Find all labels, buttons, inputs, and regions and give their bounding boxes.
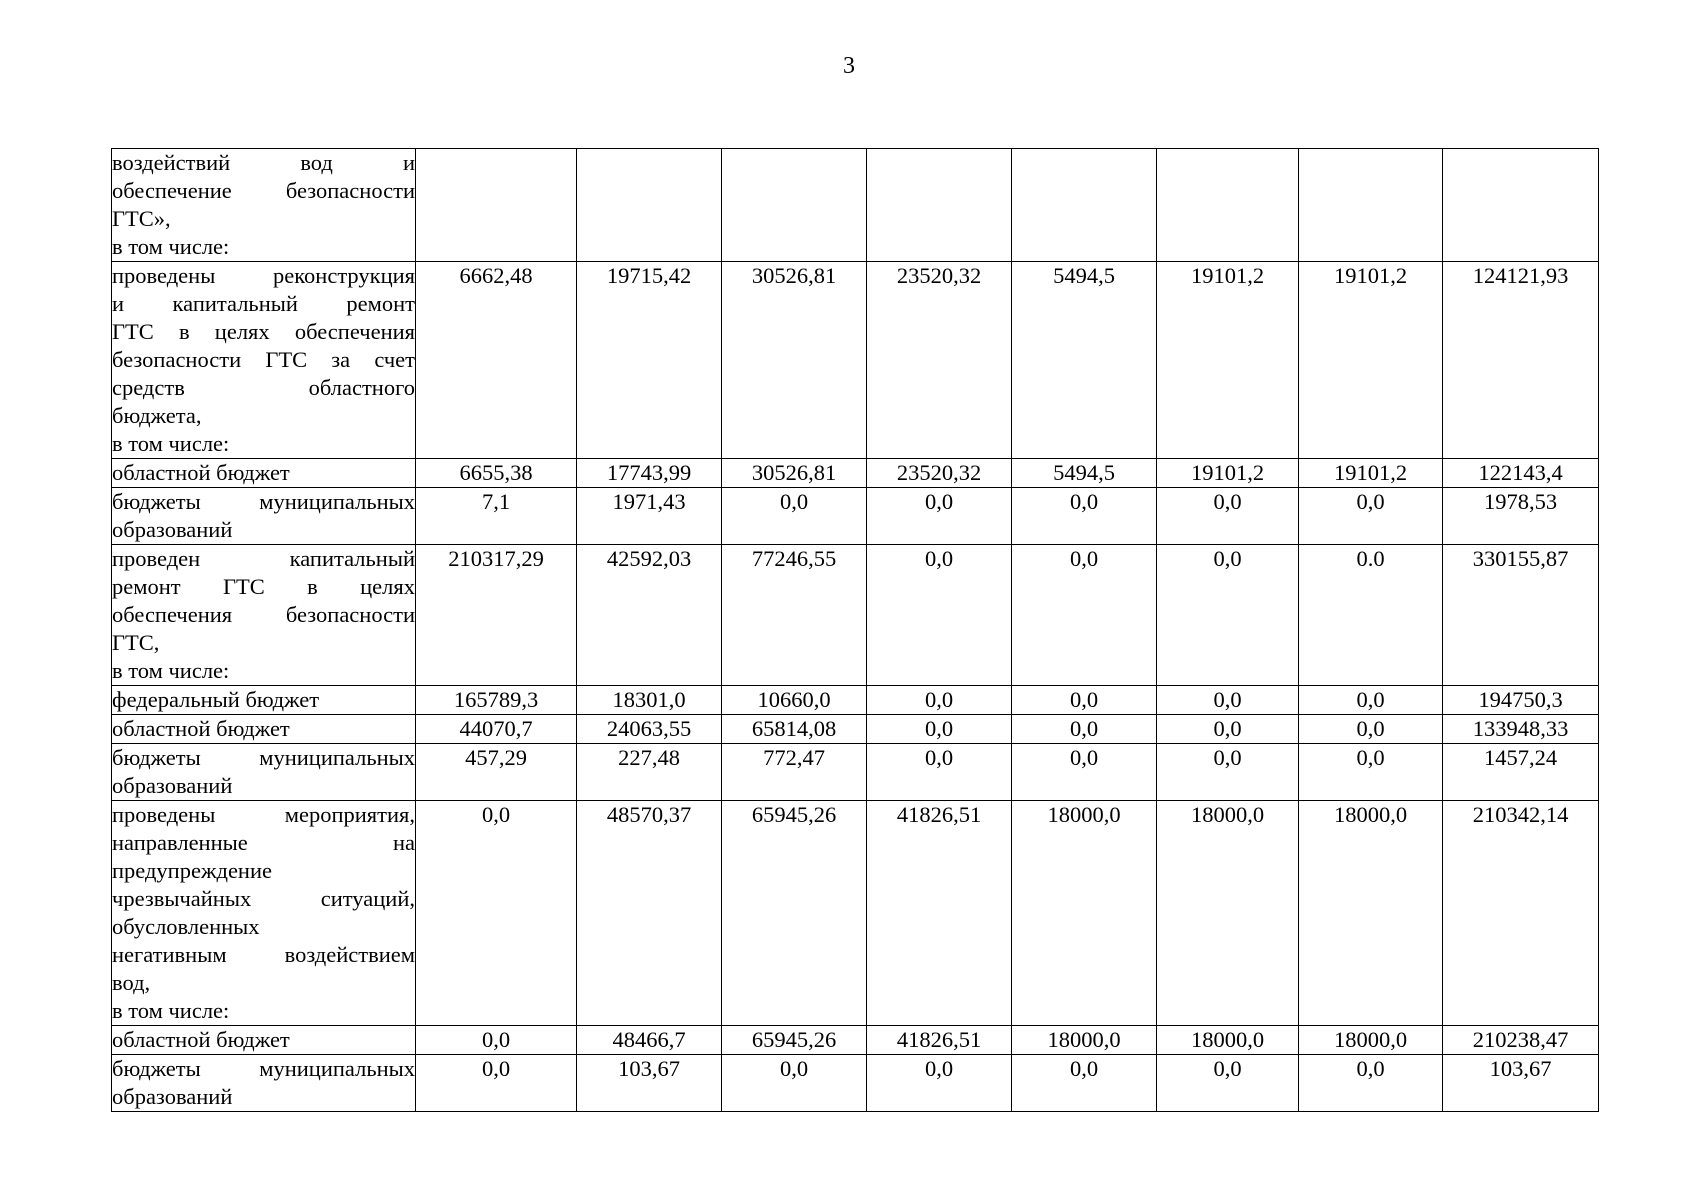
value-cell: 0,0	[867, 488, 1012, 545]
value-cell: 19101,2	[1299, 459, 1443, 488]
value-cell: 0,0	[1157, 488, 1299, 545]
table-row	[112, 801, 1599, 1026]
value-cell: 0,0	[1299, 715, 1443, 744]
value-cell: 0,0	[1012, 1055, 1157, 1112]
value-cell: 227,48	[577, 744, 722, 801]
row-label-line: обеспечение безопасности	[112, 178, 415, 203]
value-cell	[1299, 149, 1443, 262]
row-label-line: ремонт ГТС в целях	[112, 574, 415, 599]
value-cell: 0,0	[416, 1055, 577, 1112]
row-label-line: федеральный бюджет	[112, 687, 320, 712]
value-cell: 10660,0	[722, 686, 867, 715]
value-cell: 65814,08	[722, 715, 867, 744]
value-cell: 210238,47	[1443, 1026, 1599, 1055]
table-row	[112, 149, 1599, 262]
row-label	[112, 149, 416, 262]
table-row	[112, 686, 1599, 715]
value-cell: 1457,24	[1443, 744, 1599, 801]
value-cell: 0,0	[1012, 686, 1157, 715]
row-label-line: негативным воздействием	[112, 942, 415, 967]
table-row	[112, 459, 1599, 488]
table-row	[112, 262, 1599, 459]
value-cell: 65945,26	[722, 801, 867, 1026]
value-cell: 19101,2	[1157, 459, 1299, 488]
row-label-line: ГТС,	[112, 630, 160, 655]
value-cell: 0,0	[1012, 488, 1157, 545]
value-cell: 0.0	[1299, 545, 1443, 686]
value-cell: 18000,0	[1012, 1026, 1157, 1055]
value-cell: 0,0	[1299, 744, 1443, 801]
table-row	[112, 545, 1599, 686]
value-cell: 1971,43	[577, 488, 722, 545]
value-cell: 19101,2	[1299, 262, 1443, 459]
row-label-line: направленные на	[112, 830, 415, 855]
value-cell	[867, 149, 1012, 262]
value-cell: 42592,03	[577, 545, 722, 686]
value-cell: 77246,55	[722, 545, 867, 686]
value-cell: 41826,51	[867, 1026, 1012, 1055]
value-cell: 210342,14	[1443, 801, 1599, 1026]
value-cell: 124121,93	[1443, 262, 1599, 459]
value-cell: 0,0	[1299, 488, 1443, 545]
value-cell: 0,0	[1012, 715, 1157, 744]
row-label-line: чрезвычайных ситуаций,	[112, 886, 415, 911]
row-label	[112, 459, 416, 488]
value-cell: 210317,29	[416, 545, 577, 686]
value-cell: 30526,81	[722, 459, 867, 488]
row-label-line: бюджеты муниципальных	[112, 489, 415, 514]
value-cell: 772,47	[722, 744, 867, 801]
value-cell: 23520,32	[867, 459, 1012, 488]
value-cell: 18000,0	[1157, 1026, 1299, 1055]
row-label	[112, 686, 416, 715]
row-label-line: областной бюджет	[112, 1027, 290, 1052]
value-cell: 48570,37	[577, 801, 722, 1026]
funding-table	[111, 148, 1599, 1112]
value-cell: 5494,5	[1012, 459, 1157, 488]
value-cell	[1157, 149, 1299, 262]
value-cell: 0,0	[867, 715, 1012, 744]
row-label-line: в том числе:	[112, 998, 230, 1023]
value-cell: 17743,99	[577, 459, 722, 488]
value-cell: 0,0	[1157, 686, 1299, 715]
value-cell: 7,1	[416, 488, 577, 545]
row-label-line: проведены мероприятия,	[112, 802, 415, 827]
row-label-line: в том числе:	[112, 234, 230, 259]
row-label-line: проведены реконструкция	[112, 263, 415, 288]
value-cell: 0,0	[1157, 545, 1299, 686]
table-body	[112, 149, 1599, 1112]
value-cell: 18000,0	[1012, 801, 1157, 1026]
value-cell: 0,0	[722, 1055, 867, 1112]
row-label-line: образований	[112, 1084, 233, 1109]
value-cell	[1443, 149, 1599, 262]
row-label	[112, 801, 416, 1026]
value-cell: 23520,32	[867, 262, 1012, 459]
value-cell: 19715,42	[577, 262, 722, 459]
row-label	[112, 715, 416, 744]
value-cell: 0,0	[1012, 744, 1157, 801]
table-row	[112, 715, 1599, 744]
value-cell: 24063,55	[577, 715, 722, 744]
value-cell: 0,0	[1012, 545, 1157, 686]
value-cell: 194750,3	[1443, 686, 1599, 715]
value-cell: 0,0	[867, 744, 1012, 801]
row-label	[112, 1026, 416, 1055]
value-cell: 44070,7	[416, 715, 577, 744]
value-cell: 18000,0	[1299, 1026, 1443, 1055]
value-cell: 103,67	[577, 1055, 722, 1112]
value-cell: 18301,0	[577, 686, 722, 715]
row-label-line: воздействий вод и	[112, 150, 415, 175]
table-row	[112, 1055, 1599, 1112]
row-label	[112, 262, 416, 459]
row-label	[112, 744, 416, 801]
row-label	[112, 488, 416, 545]
value-cell: 5494,5	[1012, 262, 1157, 459]
value-cell: 122143,4	[1443, 459, 1599, 488]
value-cell: 6662,48	[416, 262, 577, 459]
row-label-line: проведен капитальный	[112, 546, 415, 571]
value-cell: 0,0	[1157, 1055, 1299, 1112]
page-number: 3	[843, 53, 855, 79]
row-label	[112, 1055, 416, 1112]
row-label-line: областной бюджет	[112, 716, 290, 741]
value-cell: 48466,7	[577, 1026, 722, 1055]
value-cell: 0,0	[416, 801, 577, 1026]
value-cell: 0,0	[416, 1026, 577, 1055]
value-cell	[577, 149, 722, 262]
value-cell: 0,0	[1299, 1055, 1443, 1112]
table-row	[112, 1026, 1599, 1055]
value-cell: 0,0	[1299, 686, 1443, 715]
value-cell: 1978,53	[1443, 488, 1599, 545]
row-label-line: областной бюджет	[112, 460, 290, 485]
row-label-line: ГТС в целях обеспечения	[112, 319, 415, 344]
value-cell: 103,67	[1443, 1055, 1599, 1112]
value-cell: 0,0	[1157, 715, 1299, 744]
row-label-line: средств областного	[112, 375, 415, 400]
row-label-line: бюджеты муниципальных	[112, 745, 415, 770]
value-cell: 65945,26	[722, 1026, 867, 1055]
value-cell: 133948,33	[1443, 715, 1599, 744]
value-cell	[722, 149, 867, 262]
row-label-line: образований	[112, 517, 233, 542]
value-cell: 19101,2	[1157, 262, 1299, 459]
value-cell: 18000,0	[1157, 801, 1299, 1026]
table-row	[112, 488, 1599, 545]
row-label-line: вод,	[112, 970, 151, 995]
value-cell: 165789,3	[416, 686, 577, 715]
row-label-line: и капитальный ремонт	[112, 291, 415, 316]
row-label-line: бюджета,	[112, 403, 202, 428]
value-cell: 0,0	[722, 488, 867, 545]
value-cell: 18000,0	[1299, 801, 1443, 1026]
value-cell	[1012, 149, 1157, 262]
value-cell: 41826,51	[867, 801, 1012, 1026]
value-cell: 0,0	[867, 1055, 1012, 1112]
row-label-line: обеспечения безопасности	[112, 602, 415, 627]
row-label	[112, 545, 416, 686]
row-label-line: в том числе:	[112, 658, 230, 683]
value-cell	[416, 149, 577, 262]
row-label-line: образований	[112, 773, 233, 798]
value-cell: 330155,87	[1443, 545, 1599, 686]
row-label-line: предупреждение	[112, 858, 273, 883]
value-cell: 457,29	[416, 744, 577, 801]
row-label-line: в том числе:	[112, 431, 230, 456]
value-cell: 0,0	[867, 545, 1012, 686]
table-row	[112, 744, 1599, 801]
row-label-line: бюджеты муниципальных	[112, 1056, 415, 1081]
row-label-line: обусловленных	[112, 914, 260, 939]
value-cell: 0,0	[867, 686, 1012, 715]
value-cell: 0,0	[1157, 744, 1299, 801]
value-cell: 6655,38	[416, 459, 577, 488]
value-cell: 30526,81	[722, 262, 867, 459]
row-label-line: ГТС»,	[112, 206, 171, 231]
row-label-line: безопасности ГТС за счет	[112, 347, 415, 372]
